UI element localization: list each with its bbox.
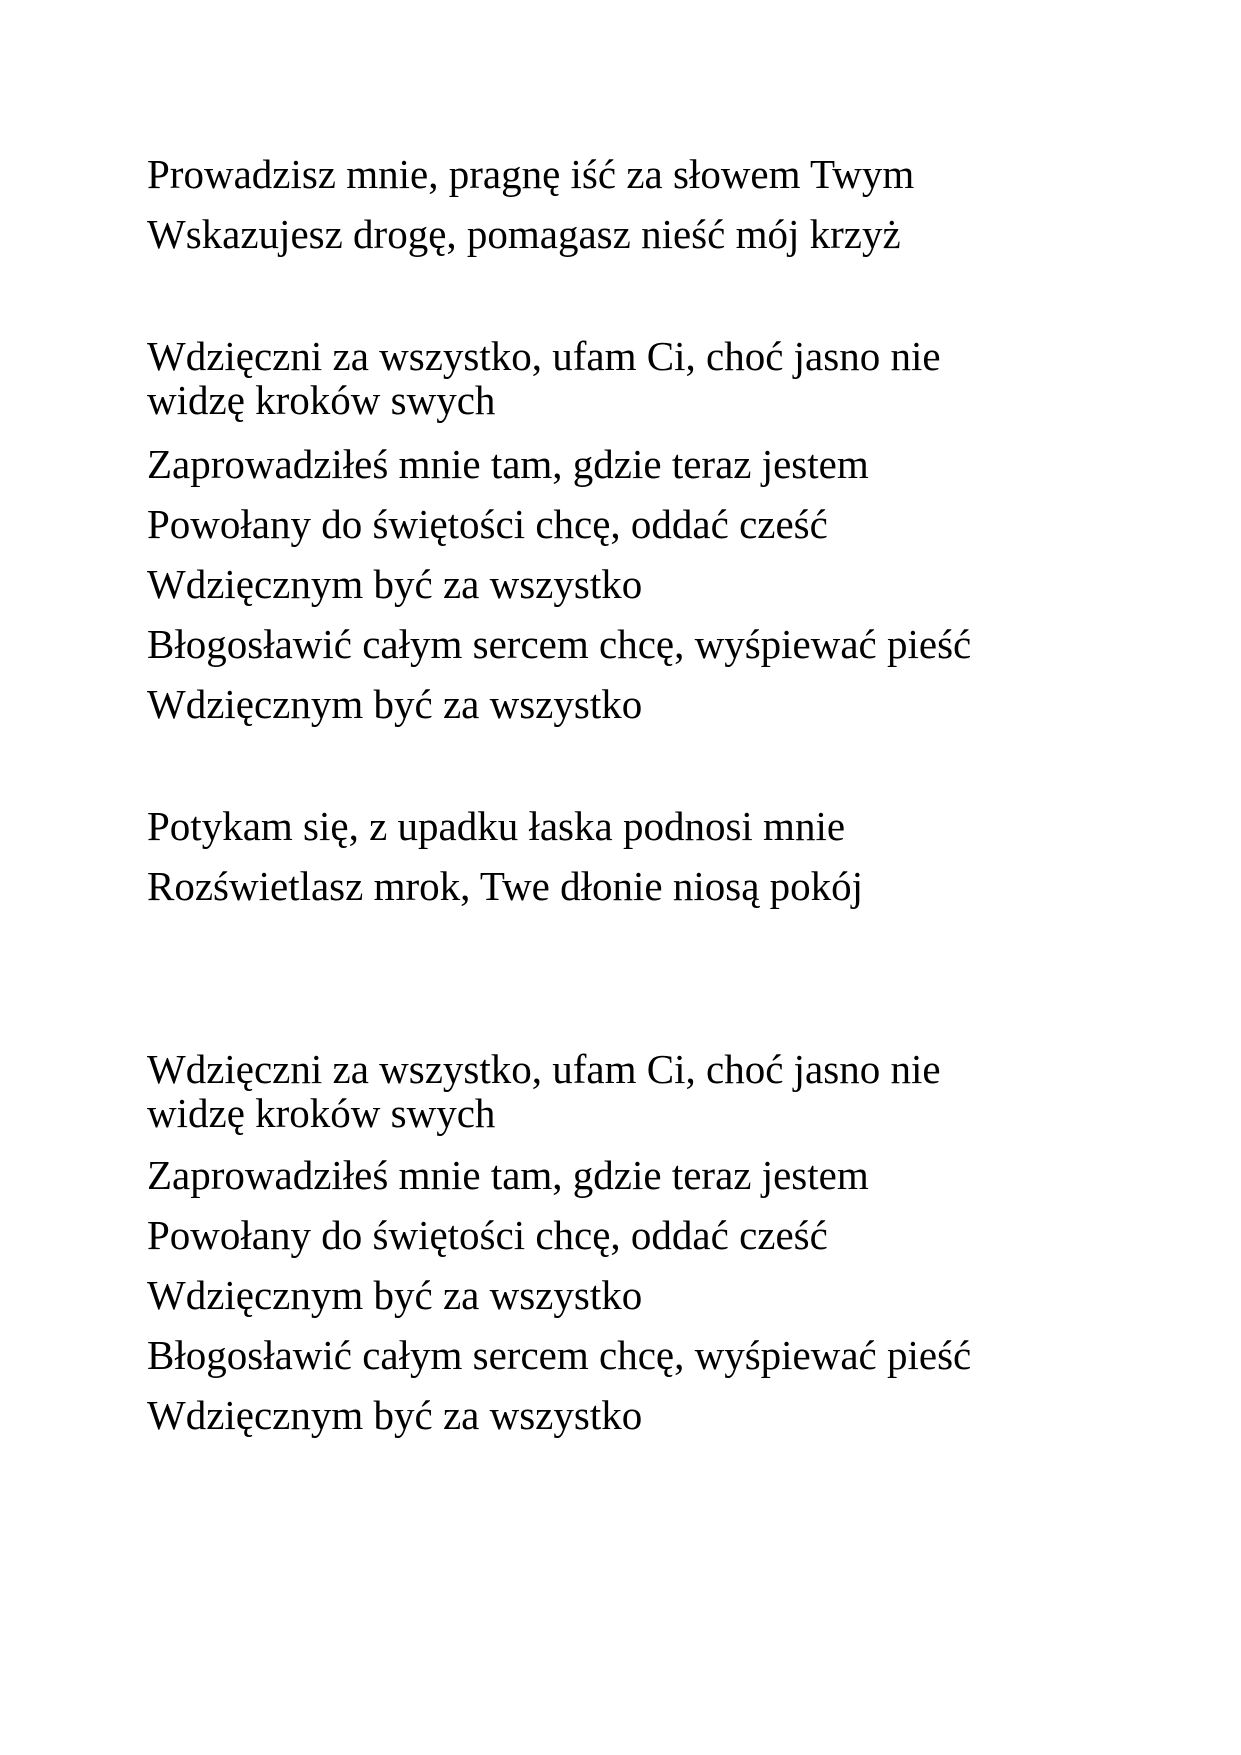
lyric-line: Wdzięcznym być za wszystko [147,1272,643,1318]
lyric-line: Powołany do świętości chcę, oddać cześć [147,501,828,547]
lyric-line: Zaprowadziłeś mnie tam, gdzie teraz jestem [147,1152,869,1198]
lyric-line: Potykam się, z upadku łaska podnosi mnie [147,803,846,849]
lyric-line: Błogosławić całym sercem chcę, wyśpiewać pieść [147,1332,972,1378]
lyric-line: Wdzięczni za wszystko, ufam Ci, choć jasno nie widzę kroków swych [147,333,941,423]
lyric-line: Błogosławić całym sercem chcę, wyśpiewać pieść [147,621,972,667]
lyric-line: Wdzięcznym być za wszystko [147,561,643,607]
lyric-line: Powołany do świętości chcę, oddać cześć [147,1212,828,1258]
lyric-line: Wdzięcznym być za wszystko [147,1392,643,1438]
lyric-line: Wskazujesz drogę, pomagasz nieść mój krzyż [147,211,901,257]
lyric-line: Rozświetlasz mrok, Twe dłonie niosą pokój [147,863,864,909]
lyric-line: Wdzięczni za wszystko, ufam Ci, choć jasno nie widzę kroków swych [147,1046,941,1136]
lyric-line: Prowadzisz mnie, pragnę iść za słowem Twym [147,151,915,197]
lyric-line: Zaprowadziłeś mnie tam, gdzie teraz jestem [147,441,869,487]
lyric-line: Wdzięcznym być za wszystko [147,681,643,727]
